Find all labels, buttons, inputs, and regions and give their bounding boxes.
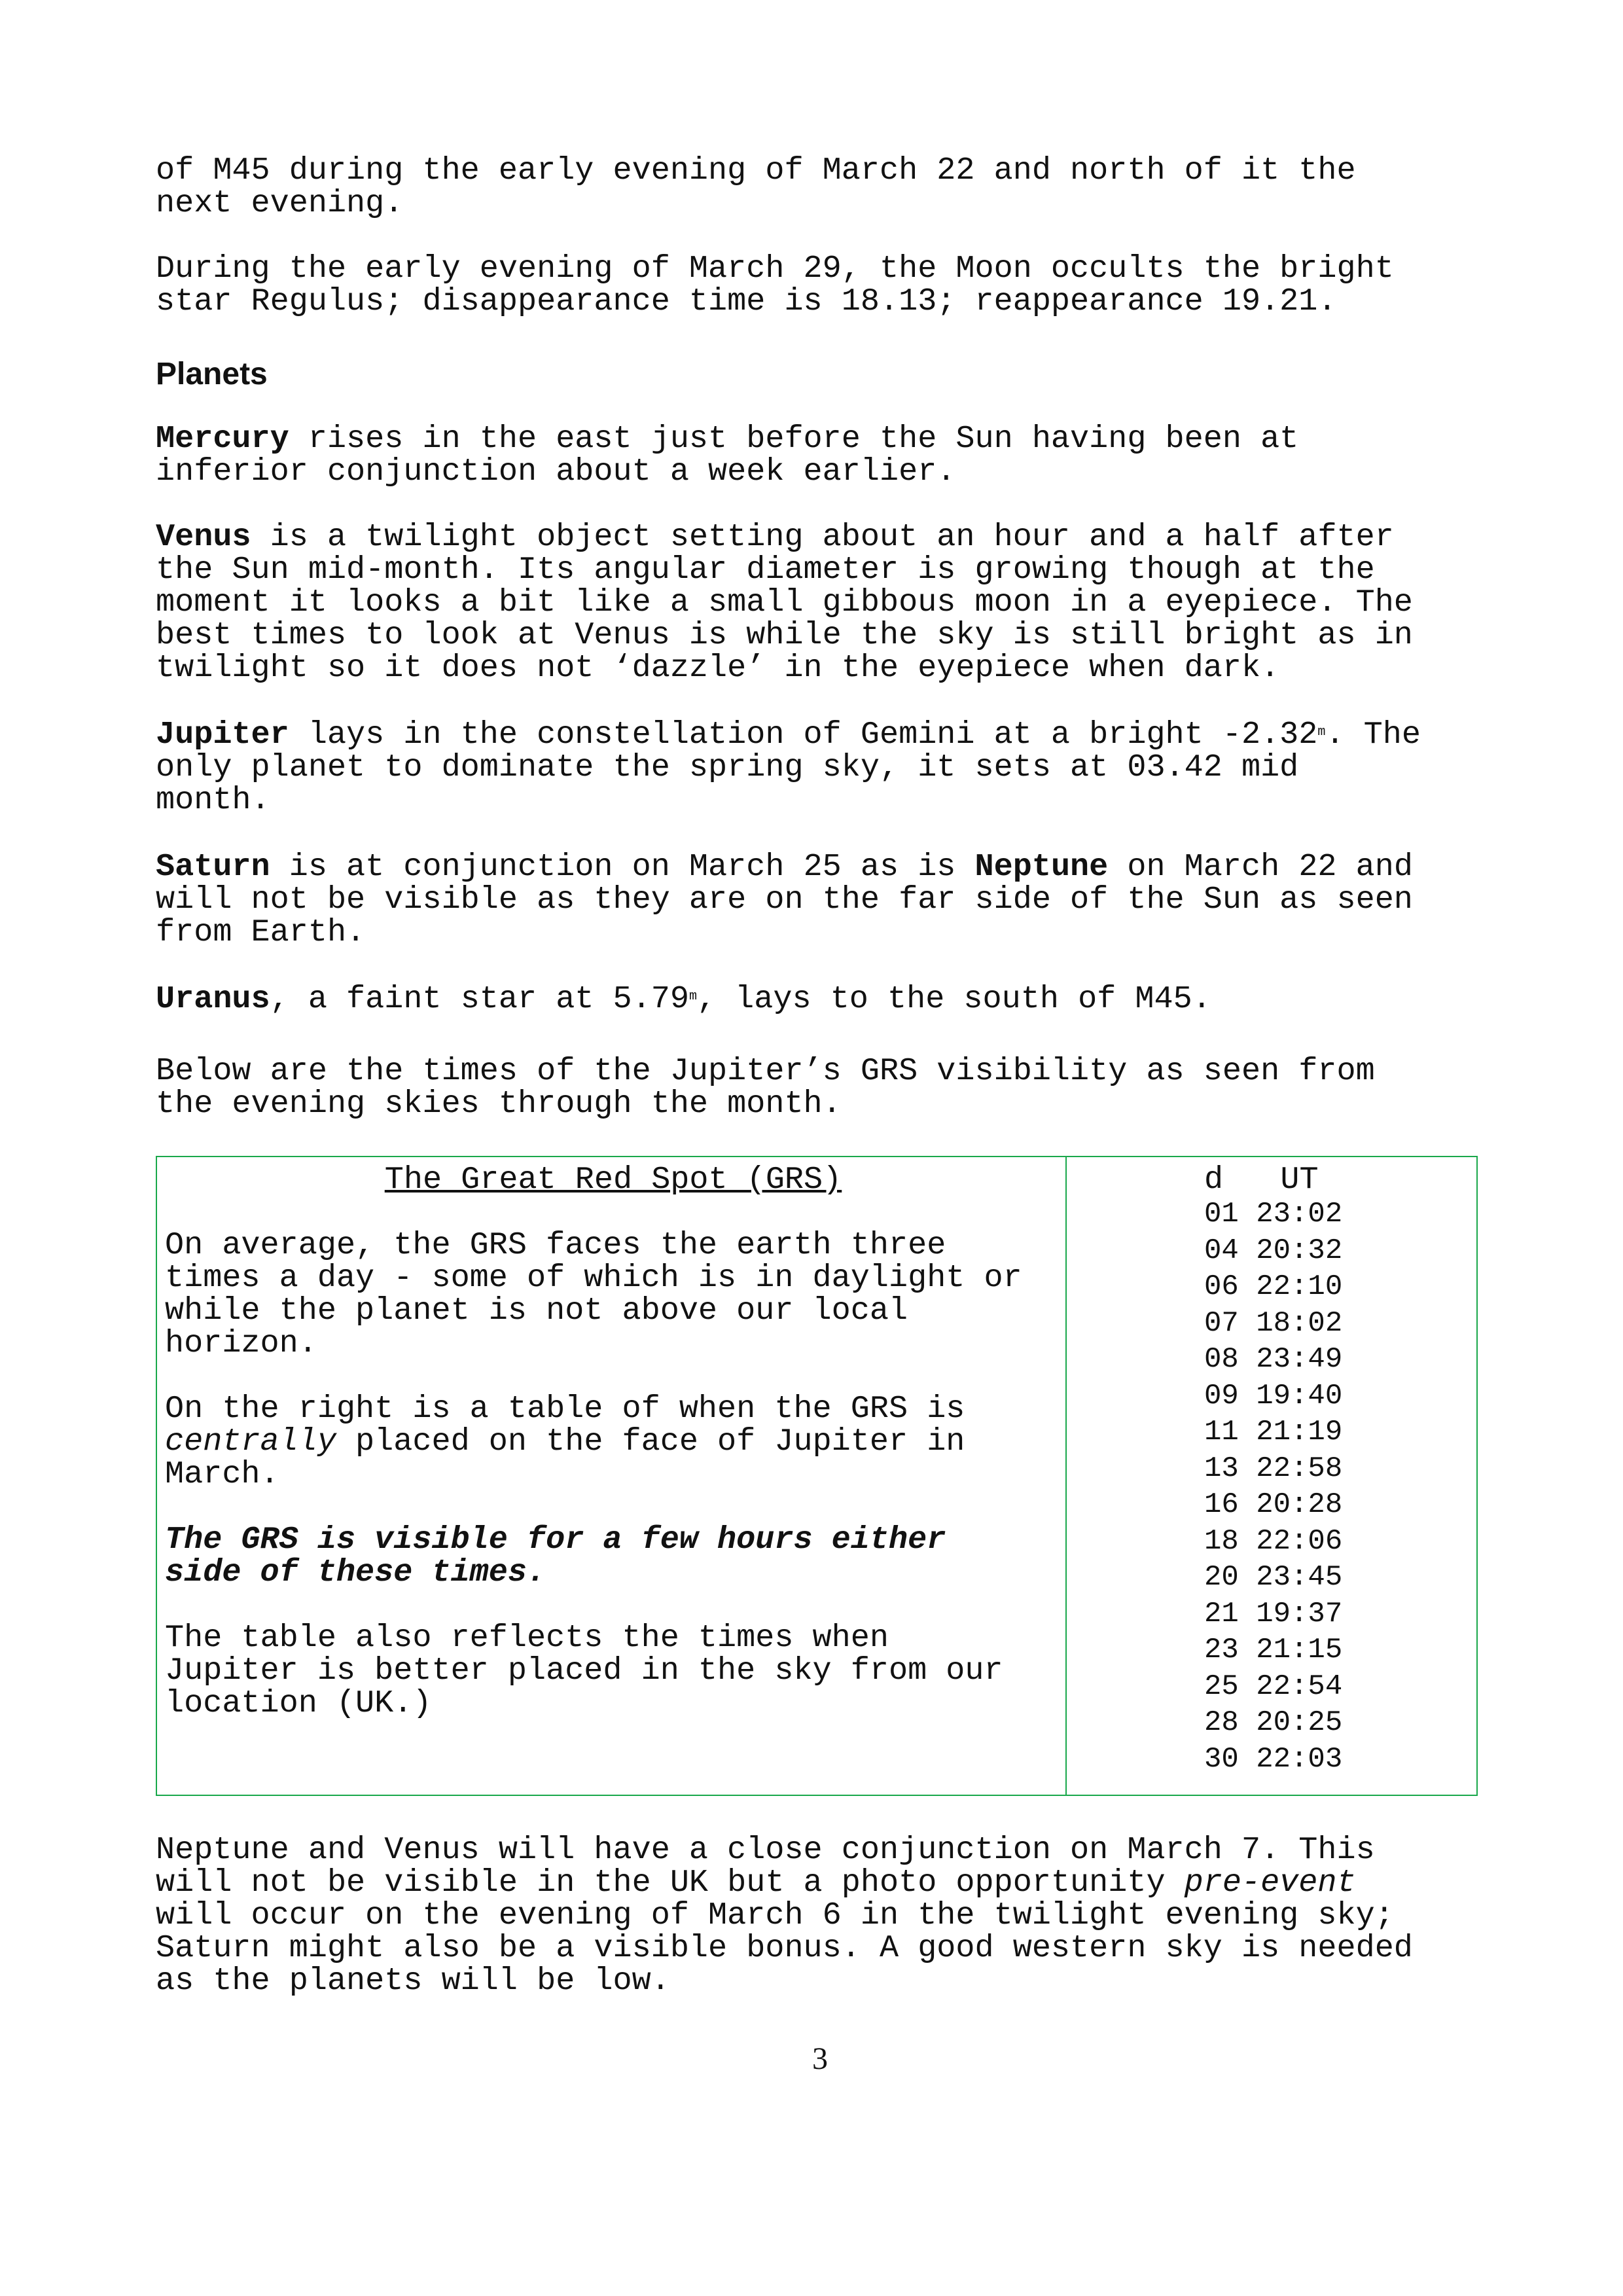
saturn-text-after: on March 22 and will not be visible as they are on the far side of the Sun as seen from Earth. (156, 849, 1413, 950)
jupiter-text-before: lays in the constellation of Gemini at a bright -2.32 (289, 717, 1318, 753)
venus-paragraph (156, 521, 1491, 685)
jupiter-magnitude-unit: m (1317, 725, 1326, 740)
uranus-magnitude-unit: m (688, 989, 697, 1004)
grs-time-row: 04 20:32 (1204, 1234, 1343, 1267)
grs-time-row: 06 22:10 (1204, 1270, 1343, 1303)
grs-time-row: 08 23:49 (1204, 1343, 1343, 1376)
grs-info-box (156, 1156, 1478, 1796)
grs-time-row: 21 19:37 (1204, 1597, 1343, 1630)
regulus-paragraph: During the early evening of March 29, the Moon occults the bright star Regulus; disappearance time is 18.13; reappearance 19.21. (156, 251, 1394, 319)
grs-time-row: 01 23:02 (1204, 1198, 1343, 1230)
grs-time-row: 28 20:25 (1204, 1706, 1343, 1739)
grs-time-row: 30 22:03 (1204, 1742, 1343, 1776)
grs-time-row: 16 20:28 (1204, 1488, 1343, 1521)
page-number: 3 (812, 2041, 828, 2076)
planets-heading: Planets (156, 357, 268, 391)
saturn-name: Saturn (156, 849, 270, 885)
grs-para-table-note (165, 1393, 1061, 1491)
document-page (156, 0, 1484, 2296)
grs-time-row: 13 22:58 (1204, 1452, 1343, 1485)
jupiter-name: Jupiter (156, 717, 289, 753)
neptune-venus-italic: pre-event (1184, 1865, 1356, 1901)
neptune-venus-text-before: Neptune and Venus will have a close conjunction on March 7. This will not be visible in the UK but a photo opportunity (156, 1832, 1375, 1901)
mercury-name: Mercury (156, 421, 289, 457)
grs-times-header: d UT (1204, 1162, 1319, 1198)
grs-para-location: The table also reflects the times when Jupiter is better placed in the sky from our location (UK.) (165, 1620, 1003, 1721)
grs-box-divider (1065, 1157, 1067, 1795)
grs-time-row: 20 23:45 (1204, 1561, 1343, 1594)
saturn-text-mid: is at conjunction on March 25 as is (270, 849, 975, 885)
grs-time-row: 18 22:06 (1204, 1524, 1343, 1558)
neptune-venus-text-after: will occur on the evening of March 6 in the twilight evening sky; Saturn might also be a visible bonus. A good western sky is needed as the planets will be low. (156, 1897, 1413, 1999)
grs-visible-emphasis: The GRS is visible for a few hours either side of these times. (165, 1522, 946, 1590)
grs-time-row: 07 18:02 (1204, 1306, 1343, 1340)
venus-name: Venus (156, 519, 251, 555)
uranus-name: Uranus (156, 981, 270, 1017)
grs-title: The Great Red Spot (GRS) (384, 1162, 842, 1198)
grs-para-italic-word: centrally (165, 1424, 336, 1460)
grs-intro-paragraph: Below are the times of the Jupiter’s GRS visibility as seen from the evening skies through the month. (156, 1053, 1375, 1122)
uranus-text-after: , lays to the south of M45. (696, 981, 1211, 1017)
grs-para-visible (165, 1524, 1061, 1589)
uranus-text-before: , a faint star at 5.79 (270, 981, 689, 1017)
grs-description (165, 1164, 1061, 1720)
grs-times-list (1204, 1196, 1342, 1778)
neptune-name: Neptune (974, 849, 1109, 885)
grs-time-row: 25 22:54 (1204, 1670, 1343, 1703)
grs-time-row: 09 19:40 (1204, 1379, 1343, 1412)
jupiter-paragraph (156, 719, 1491, 817)
m45-paragraph: of M45 during the early evening of March 22 and north of it the next evening. (156, 152, 1356, 221)
saturn-paragraph (156, 851, 1491, 949)
mercury-text: rises in the east just before the Sun having been at inferior conjunction about a week earlier. (156, 421, 1299, 490)
grs-time-row: 11 21:19 (1204, 1416, 1343, 1448)
uranus-paragraph (156, 983, 1491, 1016)
jupiter-text-after: . The only planet to dominate the spring sky, it sets at 03.42 mid month. (156, 717, 1421, 818)
grs-para-table-note-start: On the right is a table of when the GRS is (165, 1391, 965, 1427)
grs-time-row: 23 21:15 (1204, 1634, 1343, 1666)
neptune-venus-paragraph (156, 1834, 1491, 1998)
grs-para-average: On average, the GRS faces the earth three times a day - some of which is in daylight or while the planet is not above our local horizon. (165, 1227, 1022, 1361)
grs-para-table-note-end: placed on the face of Jupiter in March. (165, 1424, 965, 1492)
venus-text: is a twilight object setting about an hour and a half after the Sun mid-month. Its angular diameter is growing though at the moment it looks a bit like a small gibbous moon in a eyepiece. The best times to look at Venus is while the sky is still bright as in twilight so it does not ‘dazzle’ in the eyepiece when dark. (156, 519, 1413, 686)
mercury-paragraph (156, 423, 1491, 488)
